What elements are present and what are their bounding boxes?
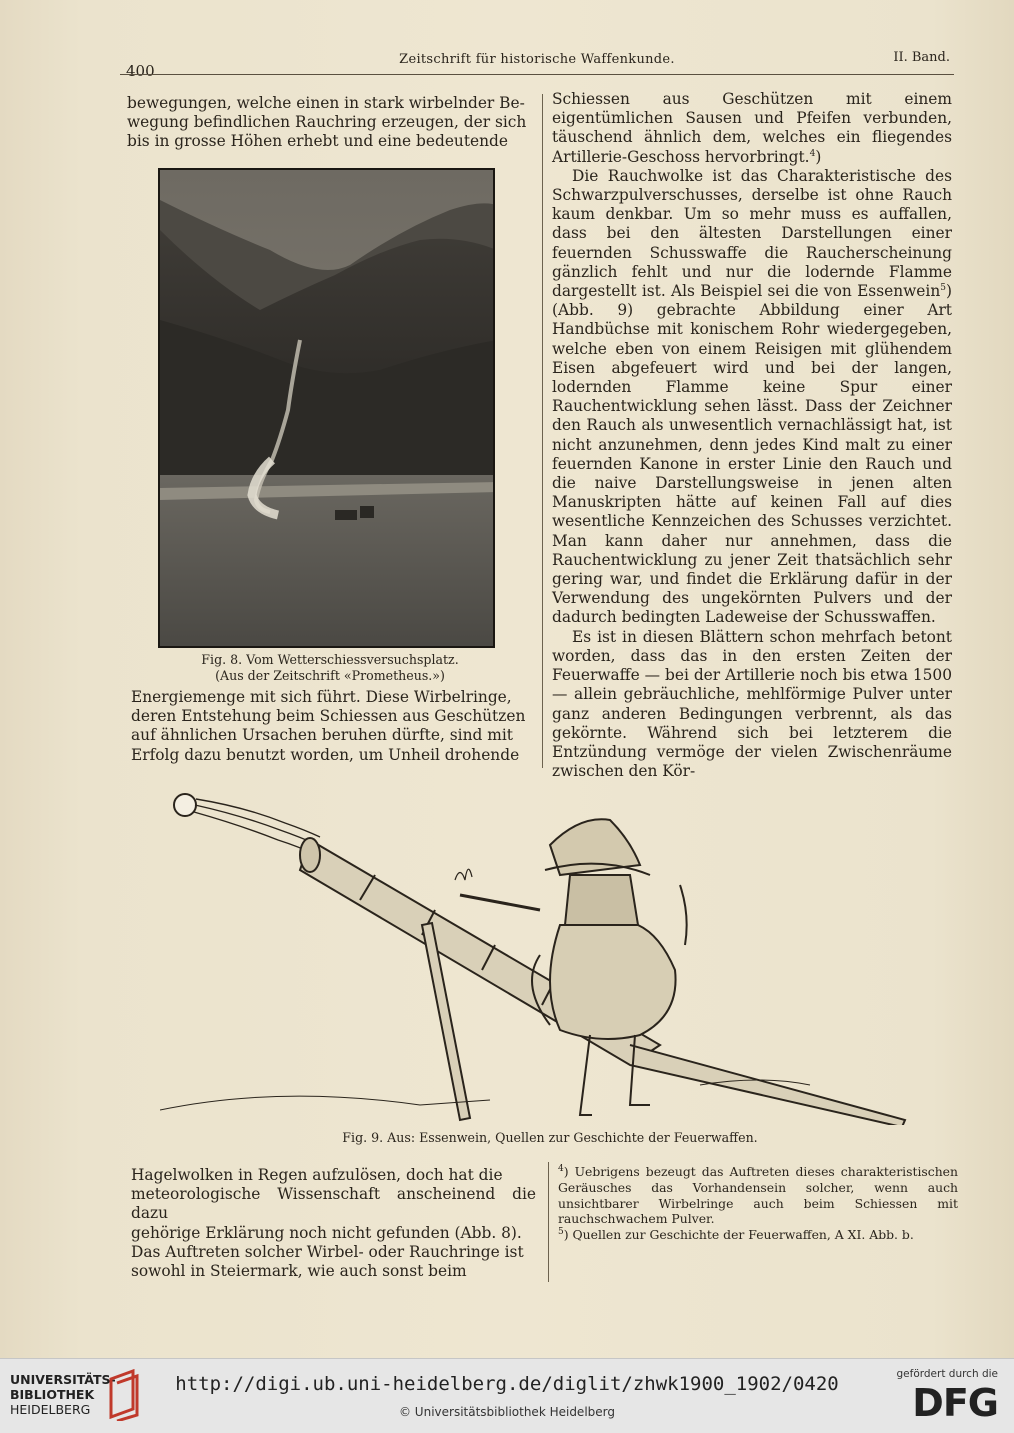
footnote-4: $^4$) Uebrigens bezeugt das Auftreten dieses charakteristischen Geräusches das Vorhandensein solcher, wenn auch unsichtbarer Wirbelringe auch beim Schiessen mit rauchschwachem Pulver. bbox=[558, 1163, 958, 1227]
page-number: 400 bbox=[126, 62, 155, 80]
permalink-url[interactable]: http://digi.ub.uni-heidelberg.de/diglit/zhwk1900_1902/0420 bbox=[175, 1373, 839, 1395]
left-column-top bbox=[127, 94, 527, 152]
text-line: Hagelwolken in Regen aufzulösen, doch hat die bbox=[131, 1166, 503, 1184]
figure-8-caption-line2: (Aus der Zeitschrift «Prometheus.») bbox=[215, 668, 445, 683]
journal-title: Zeitschrift für historische Waffenkunde. bbox=[399, 52, 675, 67]
footnote-ref-4: 4 bbox=[809, 148, 816, 159]
footnotes bbox=[558, 1164, 958, 1243]
figure-8-caption bbox=[150, 652, 510, 684]
volume-label: II. Band. bbox=[893, 50, 950, 65]
column-divider-bottom bbox=[548, 1162, 549, 1282]
library-logo-text: UNIVERSITÄTS- BIBLIOTHEK HEIDELBERG bbox=[10, 1372, 116, 1417]
running-header bbox=[120, 50, 954, 80]
funding-label: gefördert durch die bbox=[896, 1368, 998, 1380]
text-line: wegung befindlichen Rauchring erzeugen, der sich bbox=[127, 113, 527, 132]
header-rule bbox=[120, 74, 954, 75]
figure-8-photo bbox=[158, 168, 495, 648]
left-column-bottom bbox=[131, 1166, 536, 1281]
text-line: gehörige Erklärung noch nicht gefunden (Abb. 8). bbox=[131, 1223, 522, 1242]
footnote-5: $^5$) Quellen zur Geschichte der Feuerwaffen, A XI. Abb. b. bbox=[558, 1227, 914, 1243]
viewer-footer bbox=[0, 1358, 1014, 1433]
text-line: deren Entstehung beim Schiessen aus Geschützen bbox=[131, 707, 526, 726]
text-line: Erfolg dazu benutzt worden, um Unheil drohende bbox=[131, 745, 520, 764]
text-line: meteorologische Wissenschaft anscheinend die dazu bbox=[131, 1185, 536, 1223]
text-line: bewegungen, welche einen in stark wirbelnder Be- bbox=[127, 94, 525, 112]
footnote-ref-5: 5 bbox=[940, 282, 946, 293]
dfg-logo: DFG bbox=[912, 1381, 998, 1425]
column-divider bbox=[542, 94, 543, 768]
text-line: bis in grosse Höhen erhebt und eine bedeutende bbox=[127, 132, 509, 151]
paragraph-3: Es ist in diesen Blättern schon mehrfach betont worden, dass das in den ersten Zeiten der Feuerwaffe — bei der Artillerie noch bis etwa 1500 — allein gebräuchliche, mehlförmige Pulver unter ganz anderen Bedingungen verbrennt, als das gekörnte. Während sich bei letzterem die Entzündung vermöge der vielen Zwischenräume zwischen den Kör- bbox=[552, 627, 952, 781]
paragraph-1: Schiessen aus Geschützen mit einem eigentümlichen Sausen und Pfeifen verbunden, täuschend ähnlich dem, welches ein fliegendes Artillerie-Geschoss hervorbringt.$^4$) bbox=[552, 90, 952, 166]
figure-9-illustration bbox=[160, 785, 960, 1125]
text-line: Energiemenge mit sich führt. Diese Wirbelringe, bbox=[131, 688, 512, 706]
copyright-notice: © Universitätsbibliothek Heidelberg bbox=[398, 1405, 615, 1419]
right-column bbox=[552, 90, 952, 781]
text-line: auf ähnlichen Ursachen beruhen dürfte, sind mit bbox=[131, 726, 513, 745]
figure-9-caption: Fig. 9. Aus: Essenwein, Quellen zur Geschichte der Feuerwaffen. bbox=[342, 1130, 758, 1145]
paragraph-2: Die Rauchwolke ist das Charakteristische des Schwarzpulverschusses, derselbe ist ohne Rauch kaum denkbar. Um so mehr muss es auffallen, dass bei den ältesten Darstellungen einer feuernden Schusswaffe die Raucherscheinung gänzlich fehlt und nur die lodernde Flamme dargestellt ist. Als Beispiel sei die von Essenwein$^5$) (Abb. 9) gebrachte Abbildung einer Art Handbüchse mit konischem Rohr wiedergegeben, welche eben von einem Reisigen mit glühendem Eisen abgefeuert wird und bei der langen, lodernden Flamme keine Spur einer Rauchentwicklung sehen lässt. Dass der Zeichner den Rauch als unwesentlich vernachlässigt hat, ist nicht anzunehmen, denn jedes Kind malt zu einer feuernden Kanone in erster Linie den Rauch und die naive Darstellungsweise in jenen alten Manuskripten hätte auf keinen Fall auf dies wesentliche Kennzeichen des Schusses verzichtet. Man kann daher nur annehmen, dass die Rauchentwicklung zu jener Zeit thatsächlich sehr gering war, und findet die Erklärung dafür in der Verwendung des ungekörnten Pulvers und der dadurch bedingten Ladeweise der Schusswaffen. bbox=[552, 166, 952, 627]
text-line: sowohl in Steiermark, wie auch sonst beim bbox=[131, 1262, 467, 1281]
text-line: Das Auftreten solcher Wirbel- oder Rauchringe ist bbox=[131, 1242, 524, 1261]
left-column-middle bbox=[131, 688, 531, 765]
figure-8-caption-line1: Fig. 8. Vom Wetterschiessversuchsplatz. bbox=[201, 652, 459, 667]
